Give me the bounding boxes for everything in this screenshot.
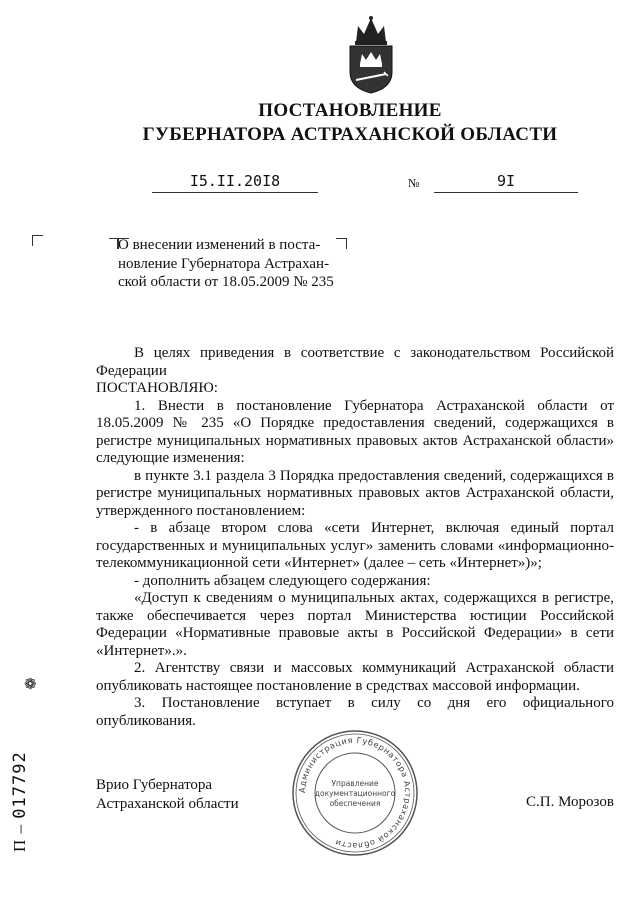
clause-1-subparagraph: в пункте 3.1 раздела 3 Порядка предоставления сведений, содержащихся в регистре муниципальных нормативных правовых актов Астраханской области, утвержденного постановлением: (96, 467, 614, 519)
signatory-position-line: Астраханской области (96, 796, 239, 812)
document-body (96, 345, 614, 730)
preamble-paragraph: В целях приведения в соответствие с законодательством Российской Федерации (96, 345, 614, 379)
form-serial (10, 751, 30, 852)
clause-2-paragraph: 2. Агентству связи и массовых коммуникаций Астраханской области опубликовать настоящее постановление в средствах массовой информации. (96, 660, 614, 694)
added-paragraph-text: «Доступ к сведениям о муниципальных актах, содержащихся в регистре, также обеспечивается через портал Министерства юстиции Российской Федерации «Нормативные правовые акты в Российской Федерации» в сети «Интернет».». (96, 590, 614, 659)
decree-heading: ПОСТАНОВЛЯЮ: (96, 380, 218, 396)
document-number: 9I (434, 170, 578, 193)
form-serial-number: 017792 (10, 751, 30, 819)
seal-center-line: обеспечения (329, 799, 381, 808)
form-series: П – (10, 823, 29, 852)
clause-1-paragraph: 1. Внести в постановление Губернатора Астраханской области от 18.05.2009 № 235 «О Порядке предоставления сведений, содержащихся в регистре муниципальных нормативных правовых актов Астраханской области» следующие изменения: (96, 397, 614, 466)
margin-ornament-icon: ❁ (24, 677, 37, 693)
clause-3-paragraph: 3. Постановление вступает в силу со дня его официального опубликования. (96, 695, 614, 729)
signatory-position-line: Врио Губернатора (96, 777, 213, 793)
document-title-line1: ПОСТАНОВЛЕНИЕ (258, 100, 442, 121)
coat-of-arms-emblem (340, 14, 402, 94)
document-title-line2: ГУБЕРНАТОРА АСТРАХАНСКОЙ ОБЛАСТИ (142, 124, 558, 145)
seal-ring-text: Администрация Губернатора Астраханской области (296, 734, 414, 852)
document-date: I5.II.20I8 (152, 170, 318, 193)
subject-line: О внесении изменений в поста- (118, 237, 321, 253)
amendment-item-1: - в абзаце втором слова «сети Интернет, включая единый портал государственных и муниципальных услуг» заменить словами «информационно-телекоммуникационной сети «Интернет» (далее – сеть «Интернет»)»; (96, 520, 614, 571)
official-seal-stamp (290, 728, 420, 858)
amendment-item-2: - дополнить абзацем следующего содержания: (134, 572, 431, 589)
number-label: № (408, 176, 420, 190)
signatory-position (96, 776, 239, 814)
seal-center-line: Управление (331, 779, 379, 788)
subject-bracket-left-outer (109, 238, 118, 249)
subject-line: новление Губернатора Астрахан- (118, 255, 330, 272)
seal-center-line: документационного (314, 789, 396, 798)
document-subject (118, 236, 358, 292)
subject-line: ской области от 18.05.2009 № 235 (118, 274, 334, 290)
margin-corner-mark (32, 235, 43, 246)
signatory-name: С.П. Морозов (526, 794, 614, 810)
